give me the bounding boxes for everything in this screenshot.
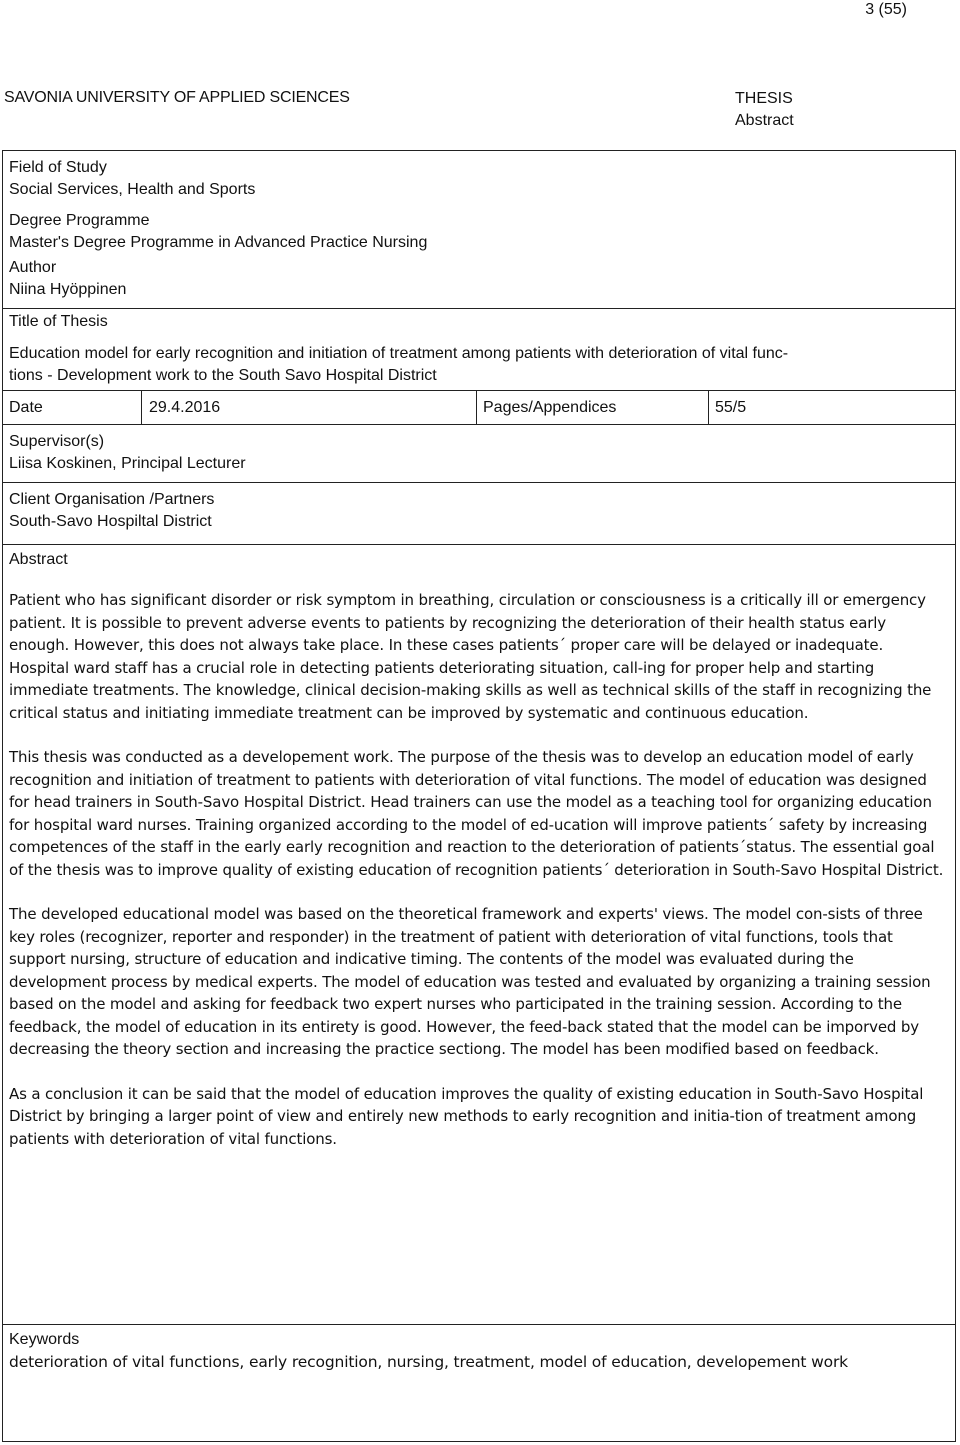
abstract-paragraph: The developed educational model was based on the theoretical framework and experts' views. The model con-sists of three key roles (recognizer, reporter and responder) in the treatment of patient with deterioration of vital functions, tools that support nursing, structure of education and indicative timing. The contents of the model was evaluated during the development process by medical experts. The model of education was tested and evaluated by organizing a training session based on the model and asking for feedback two expert nurses who participated in the training session. According to the feedback, the model of education in its entirety is good. However, the feed-back stated that the model can be imporved by decreasing the theory section and increasing the practice sectiong. The model has been modified based on feedback.	[9, 905, 931, 1058]
divider	[141, 391, 142, 424]
abstract-label: Abstract	[9, 551, 68, 568]
university-name: SAVONIA UNIVERSITY OF APPLIED SCIENCES	[4, 89, 350, 106]
abstract-section	[3, 545, 955, 1325]
abstract-paragraph: This thesis was conducted as a developement work. The purpose of the thesis was to develop an education model of early recognition and initiation of treatment to patients with deterioration of vital functions. The model of education was designed for head trainers in South-Savo Hospital District. Head trainers can use the model as a teaching tool for organizing education for hospital ward nurses. Training organized according to the model of ed-ucation will improve patients´ safety by increasing competences of the staff in the early early recognition and reaction to the deterioration of patients´status. The essential goal of the thesis was to improve quality of existing education of recognition patients´ deterioration in South-Savo Hospital District.	[9, 748, 944, 879]
title-label: Title of Thesis	[9, 313, 108, 330]
date-label: Date	[9, 399, 43, 416]
pages-label: Pages/Appendices	[483, 399, 617, 416]
author-value: Niina Hyöppinen	[9, 281, 127, 298]
document-type	[735, 88, 794, 132]
document-subtype-label: Abstract	[735, 112, 794, 129]
date-pages-row	[3, 391, 955, 425]
abstract-paragraph: Patient who has significant disorder or risk symptom in breathing, circulation or consciousness is a critically ill or emergency patient. It is possible to prevent adverse events to patients by recognizing the deterioration of their health status early enough. However, this does not always take place. In these cases patients´ proper care will be delayed or inadequate. Hospital ward staff has a crucial role in detecting patients deteriorating situation, call-ing for proper help and starting immediate treatments. The knowledge, clinical decision-making skills as well as technical skills of the staff in recognizing the critical status and initiating immediate treatment can be improved by systematic and continuous education.	[9, 591, 932, 722]
supervisor-section	[3, 425, 955, 483]
keywords-label: Keywords	[9, 1331, 80, 1348]
supervisor-value: Liisa Koskinen, Principal Lecturer	[9, 455, 246, 472]
title-section	[3, 309, 955, 391]
abstract-paragraph: As a conclusion it can be said that the model of education improves the quality of existing education in South-Savo Hospital District by bringing a larger point of view and entirely new methods to early recognition and initia-tion of treatment among patients with deterioration of vital functions.	[9, 1084, 924, 1148]
title-line-1: Education model for early recognition and initiation of treatment among patients with deterioration of vital func-	[9, 345, 789, 362]
abstract-body	[9, 589, 945, 1172]
author-label: Author	[9, 259, 57, 276]
field-of-study-value: Social Services, Health and Sports	[9, 181, 256, 198]
field-of-study-label: Field of Study	[9, 159, 107, 176]
page-number: 3 (55)	[865, 1, 907, 18]
study-info-section	[3, 151, 955, 309]
keywords-value: deterioration of vital functions, early recognition, nursing, treatment, model of education, developement work	[9, 1353, 849, 1371]
divider	[708, 391, 709, 424]
divider	[476, 391, 477, 424]
document-type-label: THESIS	[735, 90, 793, 107]
client-section	[3, 483, 955, 545]
pages-value: 55/5	[715, 399, 747, 416]
abstract-form	[2, 150, 956, 1442]
client-value: South-Savo Hospiltal District	[9, 513, 212, 530]
degree-programme-label: Degree Programme	[9, 212, 150, 229]
date-value: 29.4.2016	[149, 399, 221, 416]
client-label: Client Organisation /Partners	[9, 491, 215, 508]
supervisor-label: Supervisor(s)	[9, 433, 105, 450]
title-line-2: tions - Development work to the South Savo Hospital District	[9, 367, 437, 384]
keywords-section	[3, 1325, 955, 1443]
degree-programme-value: Master's Degree Programme in Advanced Practice Nursing	[9, 234, 428, 251]
